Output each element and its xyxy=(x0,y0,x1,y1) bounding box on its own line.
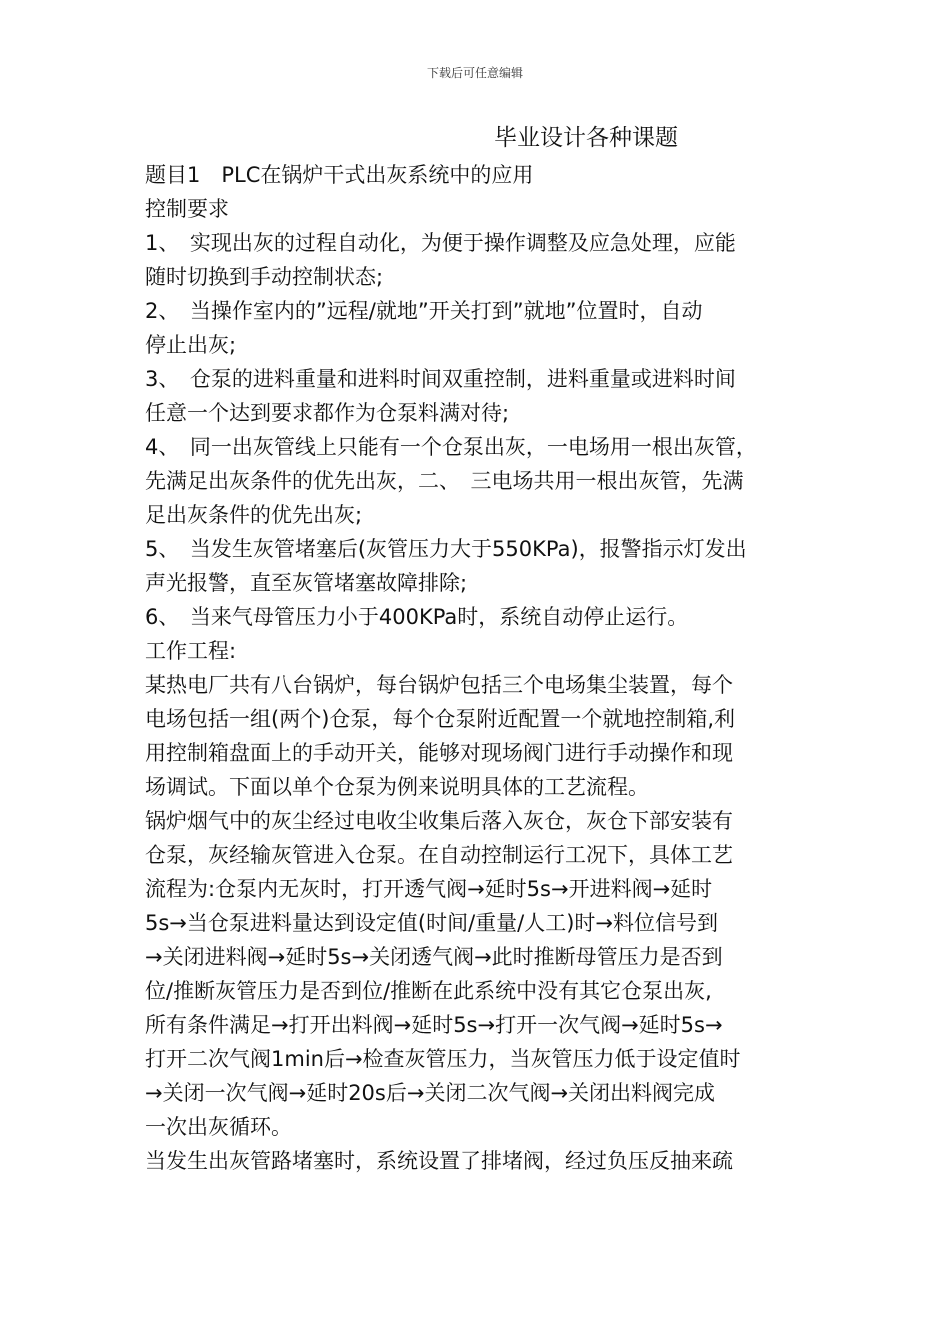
body-line: 2、 当操作室内的”远程/就地”开关打到”就地”位置时，自动 xyxy=(145,299,703,323)
body-line: →关闭一次气阀→延时20s后→关闭二次气阀→关闭出料阀完成 xyxy=(145,1081,716,1105)
body-line: 位/推断灰管压力是否到位/推断在此系统中没有其它仓泵出灰, xyxy=(145,979,712,1003)
body-line: 6、 当来气母管压力小于400KPa时，系统自动停止运行。 xyxy=(145,605,689,629)
body-line: 1、 实现出灰的过程自动化，为便于操作调整及应急处理，应能 xyxy=(145,231,736,255)
body-line: 5s→当仓泵进料量达到设定值(时间/重量/人工)时→料位信号到 xyxy=(145,911,719,935)
body-line: 流程为:仓泵内无灰时，打开透气阀→延时5s→开进料阀→延时 xyxy=(145,877,713,901)
document-title: 毕业设计各种课题 xyxy=(494,125,678,151)
body-line: 任意一个达到要求都作为仓泵料满对待; xyxy=(145,401,510,425)
body-line: 某热电厂共有八台锅炉，每台锅炉包括三个电场集尘装置，每个 xyxy=(145,673,733,697)
body-line: 停止出灰; xyxy=(145,333,237,357)
body-line: 电场包括一组(两个)仓泵，每个仓泵附近配置一个就地控制箱,利 xyxy=(145,707,736,731)
section-heading-work-process: 工作工程: xyxy=(145,639,237,663)
body-line: 足出灰条件的优先出灰; xyxy=(145,503,363,527)
body-line: 随时切换到手动控制状态; xyxy=(145,265,384,289)
body-line: 3、 仓泵的进料重量和进料时间双重控制，进料重量或进料时间 xyxy=(145,367,736,391)
body-line: →关闭进料阀→延时5s→关闭透气阀→此时推断母管压力是否到 xyxy=(145,945,723,969)
body-line: 仓泵，灰经输灰管进入仓泵。在自动控制运行工况下，具体工艺 xyxy=(145,843,733,867)
body-line: 先满足出灰条件的优先出灰，二、 三电场共用一根出灰管，先满 xyxy=(145,469,744,493)
body-line: 5、 当发生灰管堵塞后(灰管压力大于550KPa)，报警指示灯发出 xyxy=(145,537,747,561)
topic-heading: 题目1 PLC在锅炉干式出灰系统中的应用 xyxy=(145,163,534,187)
section-heading-control-requirements: 控制要求 xyxy=(145,197,229,221)
body-line: 声光报警，直至灰管堵塞故障排除; xyxy=(145,571,468,595)
body-line: 一次出灰循环。 xyxy=(145,1115,292,1139)
body-line: 打开二次气阀1min后→检查灰管压力，当灰管压力低于设定值时 xyxy=(145,1047,741,1071)
document-body xyxy=(145,118,810,1178)
body-line: 所有条件满足→打开出料阀→延时5s→打开一次气阀→延时5s→ xyxy=(145,1013,723,1037)
body-line: 场调试。下面以单个仓泵为例来说明具体的工艺流程。 xyxy=(145,775,649,799)
body-line: 锅炉烟气中的灰尘经过电收尘收集后落入灰仓，灰仓下部安装有 xyxy=(145,809,733,833)
body-line: 用控制箱盘面上的手动开关，能够对现场阀门进行手动操作和现 xyxy=(145,741,733,765)
header-note: 下载后可任意编辑 xyxy=(426,66,523,80)
body-line: 4、 同一出灰管线上只能有一个仓泵出灰，一电场用一根出灰管， xyxy=(145,435,757,459)
body-line: 当发生出灰管路堵塞时，系统设置了排堵阀，经过负压反抽来疏 xyxy=(145,1149,733,1173)
